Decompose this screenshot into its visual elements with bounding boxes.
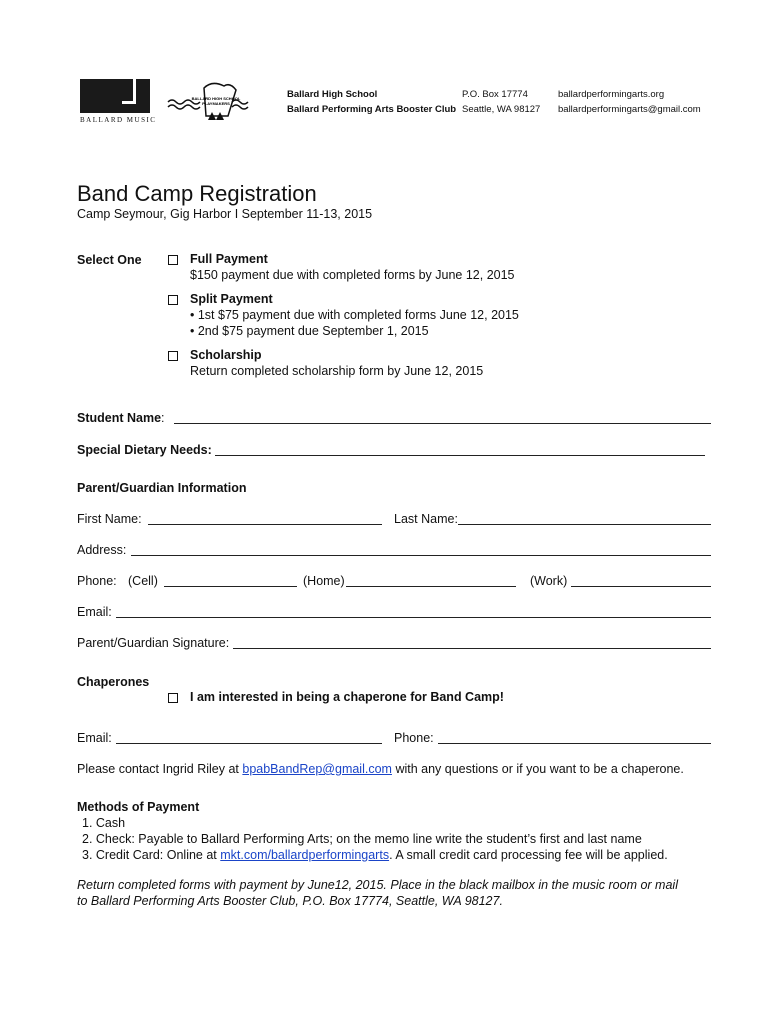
payment-item-3-before: 3. Credit Card: Online at (82, 848, 221, 862)
logo-block (80, 79, 150, 113)
cell-phone-field[interactable] (164, 574, 297, 587)
address-label: Address: (77, 543, 127, 557)
first-name-field[interactable] (148, 512, 382, 525)
address-line2: Seattle, WA 98127 (462, 104, 541, 115)
split-payment-checkbox[interactable] (168, 295, 178, 305)
contact-after: with any questions or if you want to be a chaperone. (391, 762, 684, 776)
home-phone-field[interactable] (346, 574, 516, 587)
ballard-music-logo (80, 79, 157, 125)
payment-item-2: 2. Check: Payable to Ballard Performing Arts; on the memo line write the student’s first and last name (82, 832, 642, 846)
page-subtitle: Camp Seymour, Gig Harbor I September 11-13, 2015 (77, 207, 373, 221)
contact-text (77, 761, 684, 777)
signature-field[interactable] (233, 636, 711, 649)
payment-item-3-after: . A small credit card processing fee will be applied. (389, 848, 668, 862)
address-field[interactable] (131, 543, 711, 556)
select-one-label: Select One (77, 253, 142, 267)
student-name-colon: : (161, 411, 165, 425)
org-line2: Ballard Performing Arts Booster Club (287, 104, 457, 115)
web-line2: ballardperformingarts@gmail.com (558, 104, 701, 115)
signature-label: Parent/Guardian Signature: (77, 636, 230, 650)
scholarship-checkbox[interactable] (168, 351, 178, 361)
chaperones-heading: Chaperones (77, 675, 150, 689)
chaperone-checkbox[interactable] (168, 693, 178, 703)
address-block (462, 87, 540, 117)
full-payment-title: Full Payment (190, 252, 268, 266)
email-field[interactable] (116, 605, 711, 618)
playmakers-logo (166, 80, 256, 124)
student-name-label: Student Name (77, 411, 162, 425)
payment-item-1: 1. Cash (82, 816, 126, 830)
student-name-label-wrap (77, 410, 165, 426)
full-payment-checkbox[interactable] (168, 255, 178, 265)
scholarship-title: Scholarship (190, 348, 262, 362)
payment-link[interactable]: mkt.com/ballardperformingarts (220, 848, 390, 862)
address-line1: P.O. Box 17774 (462, 89, 528, 100)
logo-text: BALLARD MUSIC (80, 116, 157, 124)
full-payment-desc: $150 payment due with completed forms by June 12, 2015 (190, 268, 515, 282)
payment-heading: Methods of Payment (77, 800, 200, 814)
contact-before: Please contact Ingrid Riley at (77, 762, 243, 776)
payment-item-3 (82, 847, 668, 863)
chaperone-checkbox-label: I am interested in being a chaperone for Band Camp! (190, 690, 504, 704)
home-label: (Home) (303, 574, 345, 588)
cell-label: (Cell) (128, 574, 158, 588)
first-name-label: First Name: (77, 512, 142, 526)
footer-line1: Return completed forms with payment by June12, 2015. Place in the black mailbox in the music room or mail (77, 878, 678, 892)
work-phone-field[interactable] (571, 574, 711, 587)
page-title: Band Camp Registration (77, 181, 317, 206)
logo-notch-foot (122, 101, 136, 104)
phone-label: Phone: (77, 574, 117, 588)
chaperone-email-label: Email: (77, 731, 112, 745)
split-payment-title: Split Payment (190, 292, 273, 306)
split-payment-desc2: • 2nd $75 payment due September 1, 2015 (190, 324, 429, 338)
chaperone-phone-field[interactable] (438, 731, 711, 744)
scholarship-desc: Return completed scholarship form by June 12, 2015 (190, 364, 484, 378)
logo2-line1: BALLARD HIGH SCHOOL (191, 96, 241, 101)
email-label: Email: (77, 605, 112, 619)
dietary-label: Special Dietary Needs: (77, 443, 212, 457)
web-block (558, 87, 701, 117)
org-block (287, 87, 456, 117)
student-name-field[interactable] (174, 411, 711, 424)
last-name-field[interactable] (458, 512, 711, 525)
web-line1: ballardperformingarts.org (558, 89, 665, 100)
chaperone-phone-label: Phone: (394, 731, 434, 745)
parent-heading: Parent/Guardian Information (77, 481, 247, 495)
logo-notch (133, 79, 136, 101)
contact-email-link[interactable]: bpabBandRep@gmail.com (242, 762, 392, 776)
org-line1: Ballard High School (287, 89, 378, 100)
chaperone-email-field[interactable] (116, 731, 382, 744)
work-label: (Work) (530, 574, 568, 588)
dietary-field[interactable] (215, 443, 705, 456)
logo2-line2: PLAYMAKERS (202, 101, 230, 106)
last-name-label: Last Name: (394, 512, 458, 526)
footer-line2: to Ballard Performing Arts Booster Club, P.O. Box 17774, Seattle, WA 98127. (77, 894, 503, 908)
split-payment-desc1: • 1st $75 payment due with completed forms June 12, 2015 (190, 308, 519, 322)
